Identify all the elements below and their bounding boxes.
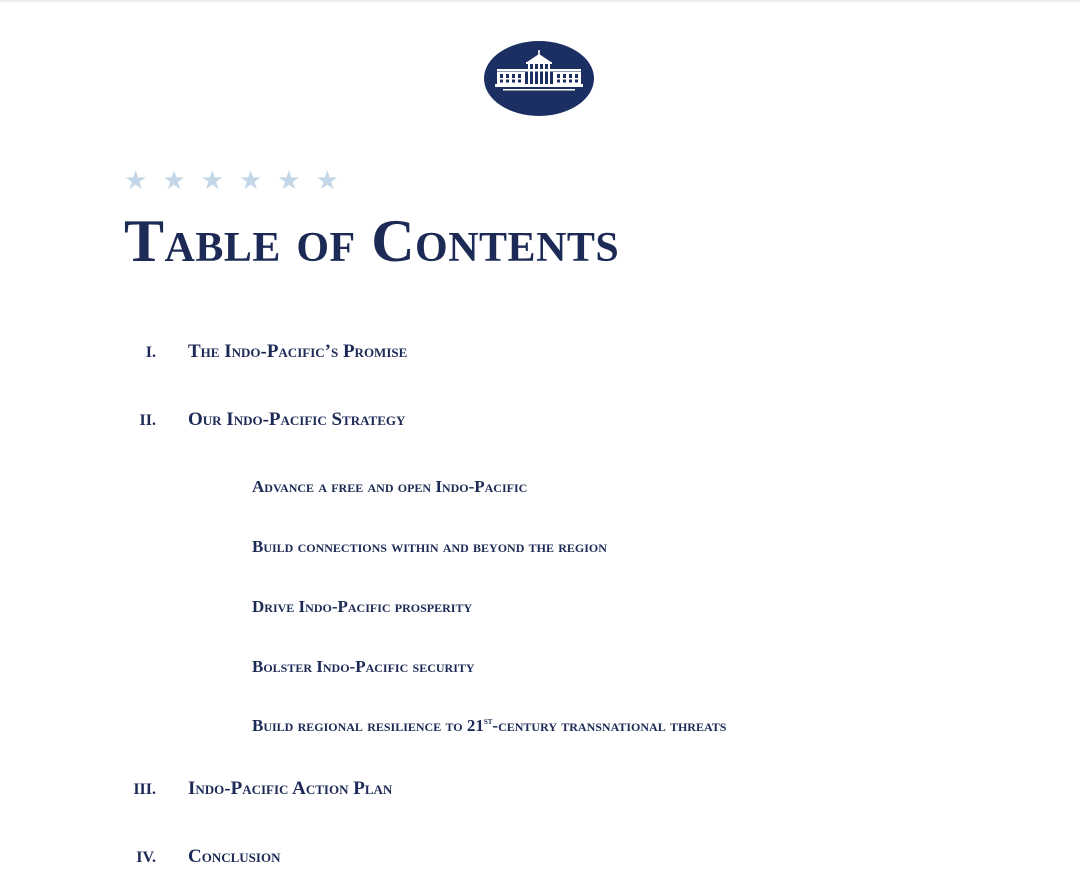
toc-section-number: II. <box>139 412 156 429</box>
star-icon: ★ <box>238 166 263 196</box>
toc-section-title[interactable]: Indo-Pacific Action Plan <box>188 778 393 799</box>
toc-subsection-text: -century transnational threats <box>492 716 727 735</box>
star-icon: ★ <box>124 166 148 196</box>
toc-subsection-title[interactable]: Bolster Indo-Pacific security <box>252 657 475 676</box>
toc-section-number: IV. <box>136 849 156 866</box>
toc-subsection-title[interactable]: Drive Indo-Pacific prosperity <box>252 597 473 616</box>
toc-section-number: I. <box>145 344 156 361</box>
toc-section-title[interactable]: Conclusion <box>188 846 281 867</box>
toc-subsection-title[interactable]: Advance a free and open Indo-Pacific <box>252 477 528 496</box>
toc-subsection-title[interactable] <box>252 715 726 737</box>
star-icon: ★ <box>200 166 224 196</box>
star-icon: ★ <box>162 166 186 196</box>
white-house-seal-icon <box>483 40 595 117</box>
toc-section-title[interactable]: The Indo-Pacific’s Promise <box>188 341 408 362</box>
top-border <box>0 0 1080 2</box>
toc-section-number: III. <box>133 781 156 798</box>
toc-subsection-text: Build regional resilience to 21 <box>252 716 484 735</box>
star-icon: ★ <box>277 166 301 196</box>
toc-subsection-title[interactable]: Build connections within and beyond the region <box>252 537 607 556</box>
ordinal-suffix: st <box>483 716 493 727</box>
page-title: Table of Contents <box>124 208 620 274</box>
star-icon: ★ <box>315 166 339 196</box>
toc-section-title[interactable]: Our Indo-Pacific Strategy <box>188 409 406 430</box>
stars-row <box>124 166 339 196</box>
